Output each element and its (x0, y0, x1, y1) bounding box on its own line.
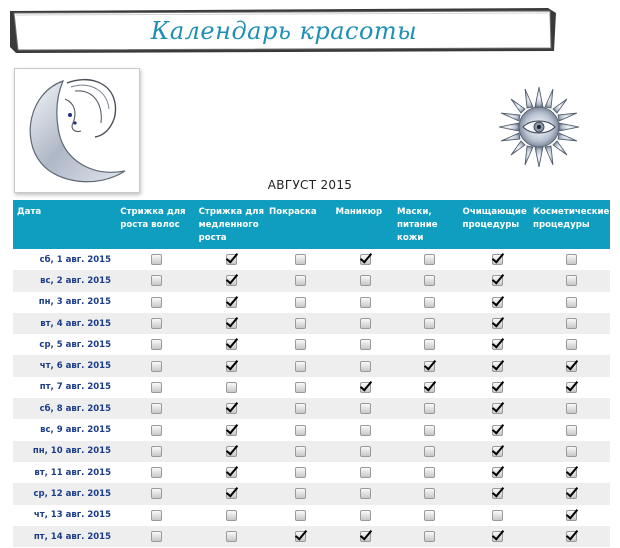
checkbox-unchecked[interactable] (295, 275, 306, 286)
month-title: АВГУСТ 2015 (267, 178, 353, 192)
checkbox-cell (196, 313, 267, 334)
table-row (13, 270, 610, 291)
checkbox-cell (267, 441, 334, 462)
checkbox-unchecked[interactable] (226, 510, 237, 521)
checkbox-cell (462, 313, 533, 334)
column-header: Стрижка для медленного роста (198, 207, 264, 243)
checkbox-unchecked[interactable] (566, 425, 577, 436)
checkbox-cell (267, 292, 334, 313)
checkbox-checked[interactable] (492, 318, 503, 329)
checkbox-cell (267, 462, 334, 483)
checkbox-unchecked[interactable] (295, 297, 306, 308)
checkbox-checked[interactable] (226, 467, 237, 478)
checkbox-unchecked[interactable] (295, 467, 306, 478)
checkbox-unchecked[interactable] (566, 297, 577, 308)
checkbox-checked[interactable] (492, 297, 503, 308)
date-cell: сб, 8 авг. 2015 (39, 403, 111, 414)
checkbox-cell (196, 441, 267, 462)
checkbox-unchecked[interactable] (424, 510, 435, 521)
checkbox-cell (267, 483, 334, 504)
checkbox-unchecked[interactable] (424, 425, 435, 436)
checkbox-cell (396, 249, 462, 270)
checkbox-cell (396, 483, 462, 504)
checkbox-cell (396, 292, 462, 313)
checkbox-unchecked[interactable] (566, 403, 577, 414)
checkbox-cell (334, 292, 396, 313)
checkbox-cell (267, 334, 334, 355)
checkbox-unchecked[interactable] (566, 275, 577, 286)
checkbox-cell (196, 249, 267, 270)
checkbox-cell (533, 441, 610, 462)
checkbox-cell (117, 483, 196, 504)
checkbox-cell (267, 313, 334, 334)
checkbox-unchecked[interactable] (151, 510, 162, 521)
table-row (13, 355, 610, 376)
checkbox-cell (196, 462, 267, 483)
checkbox-checked[interactable] (566, 382, 577, 393)
checkbox-cell (196, 377, 267, 398)
column-header: Дата (17, 207, 42, 217)
checkbox-cell (462, 526, 533, 547)
checkbox-unchecked[interactable] (151, 297, 162, 308)
date-cell: пн, 3 авг. 2015 (38, 297, 111, 308)
checkbox-cell (334, 419, 396, 440)
checkbox-unchecked[interactable] (151, 254, 162, 265)
checkbox-checked[interactable] (492, 339, 503, 350)
checkbox-cell (196, 270, 267, 291)
checkbox-unchecked[interactable] (360, 510, 371, 521)
checkbox-cell (196, 505, 267, 526)
date-cell: вс, 2 авг. 2015 (40, 275, 111, 286)
checkbox-cell (196, 483, 267, 504)
checkbox-unchecked[interactable] (295, 339, 306, 350)
checkbox-cell (396, 313, 462, 334)
column-header: Косметические процедуры (533, 207, 610, 230)
checkbox-checked[interactable] (566, 467, 577, 478)
checkbox-unchecked[interactable] (295, 446, 306, 457)
date-cell: вт, 4 авг. 2015 (40, 318, 111, 329)
checkbox-checked[interactable] (492, 488, 503, 499)
checkbox-unchecked[interactable] (151, 275, 162, 286)
checkbox-checked[interactable] (492, 467, 503, 478)
checkbox-cell (533, 419, 610, 440)
table-row (13, 483, 610, 504)
checkbox-unchecked[interactable] (360, 488, 371, 499)
table-row (13, 526, 610, 547)
date-cell: ср, 5 авг. 2015 (39, 339, 111, 350)
checkbox-cell (396, 355, 462, 376)
checkbox-unchecked[interactable] (151, 361, 162, 372)
header-spacer (606, 200, 610, 249)
column-header: Стрижка для роста волос (120, 207, 186, 230)
checkbox-cell (267, 377, 334, 398)
sun-eye-icon (497, 85, 581, 169)
checkbox-cell (117, 249, 196, 270)
checkbox-cell (533, 270, 610, 291)
checkbox-cell (533, 483, 610, 504)
checkbox-unchecked[interactable] (424, 339, 435, 350)
checkbox-cell (117, 505, 196, 526)
checkbox-cell (267, 419, 334, 440)
table-row (13, 334, 610, 355)
checkbox-checked[interactable] (566, 510, 577, 521)
checkbox-unchecked[interactable] (360, 339, 371, 350)
checkbox-cell (334, 441, 396, 462)
checkbox-unchecked[interactable] (360, 297, 371, 308)
checkbox-unchecked[interactable] (151, 382, 162, 393)
checkbox-cell (334, 313, 396, 334)
checkbox-unchecked[interactable] (295, 403, 306, 414)
checkbox-cell (267, 249, 334, 270)
checkbox-cell (334, 355, 396, 376)
checkbox-cell (196, 292, 267, 313)
date-cell: вт, 11 авг. 2015 (34, 467, 111, 478)
checkbox-cell (533, 377, 610, 398)
checkbox-cell (462, 441, 533, 462)
checkbox-cell (462, 249, 533, 270)
checkbox-unchecked[interactable] (151, 339, 162, 350)
date-cell: чт, 13 авг. 2015 (33, 510, 111, 521)
column-header: Очищающие процедуры (462, 207, 527, 230)
checkbox-cell (117, 398, 196, 419)
date-cell: пт, 14 авг. 2015 (33, 531, 111, 542)
checkbox-cell (117, 377, 196, 398)
checkbox-unchecked[interactable] (295, 425, 306, 436)
checkbox-cell (396, 526, 462, 547)
checkbox-unchecked[interactable] (424, 488, 435, 499)
checkbox-cell (334, 462, 396, 483)
checkbox-unchecked[interactable] (424, 467, 435, 478)
checkbox-cell (334, 505, 396, 526)
checkbox-cell (462, 398, 533, 419)
checkbox-cell (533, 505, 610, 526)
checkbox-checked[interactable] (226, 403, 237, 414)
checkbox-checked[interactable] (226, 254, 237, 265)
table-row (13, 292, 610, 313)
table-row (13, 313, 610, 334)
checkbox-checked[interactable] (226, 446, 237, 457)
checkbox-checked[interactable] (226, 339, 237, 350)
table-header (13, 200, 610, 249)
checkbox-cell (267, 526, 334, 547)
checkbox-cell (396, 377, 462, 398)
checkbox-cell (117, 355, 196, 376)
checkbox-checked[interactable] (492, 254, 503, 265)
checkbox-checked[interactable] (424, 382, 435, 393)
checkbox-unchecked[interactable] (566, 339, 577, 350)
checkbox-checked[interactable] (226, 297, 237, 308)
checkbox-cell (462, 483, 533, 504)
checkbox-cell (396, 462, 462, 483)
checkbox-cell (117, 462, 196, 483)
checkbox-unchecked[interactable] (151, 403, 162, 414)
checkbox-cell (334, 483, 396, 504)
checkbox-unchecked[interactable] (151, 425, 162, 436)
checkbox-checked[interactable] (226, 488, 237, 499)
checkbox-cell (117, 526, 196, 547)
checkbox-cell (462, 355, 533, 376)
checkbox-cell (267, 270, 334, 291)
table-row (13, 377, 610, 398)
checkbox-unchecked[interactable] (424, 531, 435, 542)
checkbox-cell (533, 334, 610, 355)
title-banner (8, 7, 560, 59)
checkbox-cell (196, 419, 267, 440)
checkbox-cell (462, 292, 533, 313)
checkbox-unchecked[interactable] (295, 318, 306, 329)
date-cell: пт, 7 авг. 2015 (39, 382, 111, 393)
checkbox-checked[interactable] (492, 361, 503, 372)
checkbox-cell (267, 398, 334, 419)
checkbox-checked[interactable] (492, 403, 503, 414)
checkbox-cell (196, 398, 267, 419)
checkbox-cell (334, 249, 396, 270)
checkbox-unchecked[interactable] (226, 531, 237, 542)
checkbox-cell (533, 313, 610, 334)
checkbox-cell (196, 334, 267, 355)
checkbox-checked[interactable] (492, 275, 503, 286)
checkbox-cell (462, 377, 533, 398)
checkbox-unchecked[interactable] (360, 275, 371, 286)
checkbox-unchecked[interactable] (360, 318, 371, 329)
table-row (13, 419, 610, 440)
checkbox-unchecked[interactable] (566, 446, 577, 457)
checkbox-cell (533, 398, 610, 419)
checkbox-cell (396, 270, 462, 291)
checkbox-unchecked[interactable] (360, 446, 371, 457)
checkbox-unchecked[interactable] (360, 467, 371, 478)
checkbox-cell (196, 355, 267, 376)
checkbox-cell (117, 313, 196, 334)
checkbox-checked[interactable] (360, 382, 371, 393)
checkbox-cell (533, 355, 610, 376)
checkbox-cell (334, 334, 396, 355)
checkbox-unchecked[interactable] (360, 361, 371, 372)
checkbox-cell (396, 441, 462, 462)
checkbox-unchecked[interactable] (424, 275, 435, 286)
checkbox-cell (533, 249, 610, 270)
table-row (13, 398, 610, 419)
checkbox-cell (462, 419, 533, 440)
checkbox-cell (334, 270, 396, 291)
checkbox-cell (334, 526, 396, 547)
date-cell: чт, 6 авг. 2015 (39, 361, 111, 372)
beauty-calendar-table (13, 200, 610, 547)
checkbox-cell (462, 462, 533, 483)
checkbox-unchecked[interactable] (151, 531, 162, 542)
checkbox-unchecked[interactable] (424, 297, 435, 308)
checkbox-checked[interactable] (492, 382, 503, 393)
checkbox-unchecked[interactable] (151, 446, 162, 457)
table-row (13, 441, 610, 462)
date-cell: пн, 10 авг. 2015 (32, 446, 111, 457)
checkbox-cell (462, 334, 533, 355)
checkbox-unchecked[interactable] (295, 254, 306, 265)
checkbox-cell (462, 505, 533, 526)
checkbox-unchecked[interactable] (424, 403, 435, 414)
checkbox-cell (117, 270, 196, 291)
checkbox-unchecked[interactable] (424, 318, 435, 329)
checkbox-checked[interactable] (566, 488, 577, 499)
checkbox-unchecked[interactable] (566, 254, 577, 265)
column-header: Покраска (269, 207, 317, 217)
checkbox-unchecked[interactable] (151, 318, 162, 329)
checkbox-checked[interactable] (424, 361, 435, 372)
checkbox-cell (396, 398, 462, 419)
checkbox-unchecked[interactable] (226, 382, 237, 393)
checkbox-cell (196, 526, 267, 547)
checkbox-checked[interactable] (226, 318, 237, 329)
checkbox-cell (117, 334, 196, 355)
table-body (13, 249, 610, 547)
checkbox-unchecked[interactable] (566, 318, 577, 329)
checkbox-unchecked[interactable] (151, 467, 162, 478)
checkbox-checked[interactable] (492, 425, 503, 436)
table-row (13, 462, 610, 483)
checkbox-cell (533, 462, 610, 483)
table-row (13, 249, 610, 270)
checkbox-unchecked[interactable] (492, 510, 503, 521)
checkbox-checked[interactable] (566, 361, 577, 372)
page-title: Календарь красоты (150, 17, 418, 45)
checkbox-cell (396, 505, 462, 526)
checkbox-cell (117, 419, 196, 440)
checkbox-checked[interactable] (492, 531, 503, 542)
column-header: Маникюр (335, 207, 383, 217)
column-header: Маски, питание кожи (397, 207, 438, 243)
checkbox-unchecked[interactable] (295, 361, 306, 372)
checkbox-cell (462, 270, 533, 291)
date-cell: вс, 9 авг. 2015 (40, 425, 111, 436)
checkbox-checked[interactable] (360, 254, 371, 265)
checkbox-unchecked[interactable] (295, 510, 306, 521)
checkbox-checked[interactable] (226, 361, 237, 372)
checkbox-cell (117, 441, 196, 462)
checkbox-checked[interactable] (295, 531, 306, 542)
checkbox-cell (117, 292, 196, 313)
table-row (13, 505, 610, 526)
crescent-moon-icon (15, 69, 139, 192)
checkbox-cell (334, 398, 396, 419)
checkbox-cell (533, 526, 610, 547)
checkbox-checked[interactable] (226, 275, 237, 286)
checkbox-checked[interactable] (566, 531, 577, 542)
checkbox-unchecked[interactable] (295, 382, 306, 393)
moon-image (14, 68, 140, 193)
checkbox-unchecked[interactable] (424, 446, 435, 457)
checkbox-checked[interactable] (226, 425, 237, 436)
checkbox-unchecked[interactable] (360, 403, 371, 414)
checkbox-cell (267, 355, 334, 376)
checkbox-unchecked[interactable] (424, 254, 435, 265)
checkbox-cell (533, 292, 610, 313)
checkbox-unchecked[interactable] (360, 425, 371, 436)
checkbox-cell (396, 419, 462, 440)
checkbox-unchecked[interactable] (295, 488, 306, 499)
checkbox-cell (334, 377, 396, 398)
date-cell: ср, 12 авг. 2015 (33, 488, 111, 499)
checkbox-cell (267, 505, 334, 526)
checkbox-unchecked[interactable] (151, 488, 162, 499)
checkbox-checked[interactable] (492, 446, 503, 457)
checkbox-checked[interactable] (360, 531, 371, 542)
date-cell: сб, 1 авг. 2015 (39, 254, 111, 265)
checkbox-cell (396, 334, 462, 355)
